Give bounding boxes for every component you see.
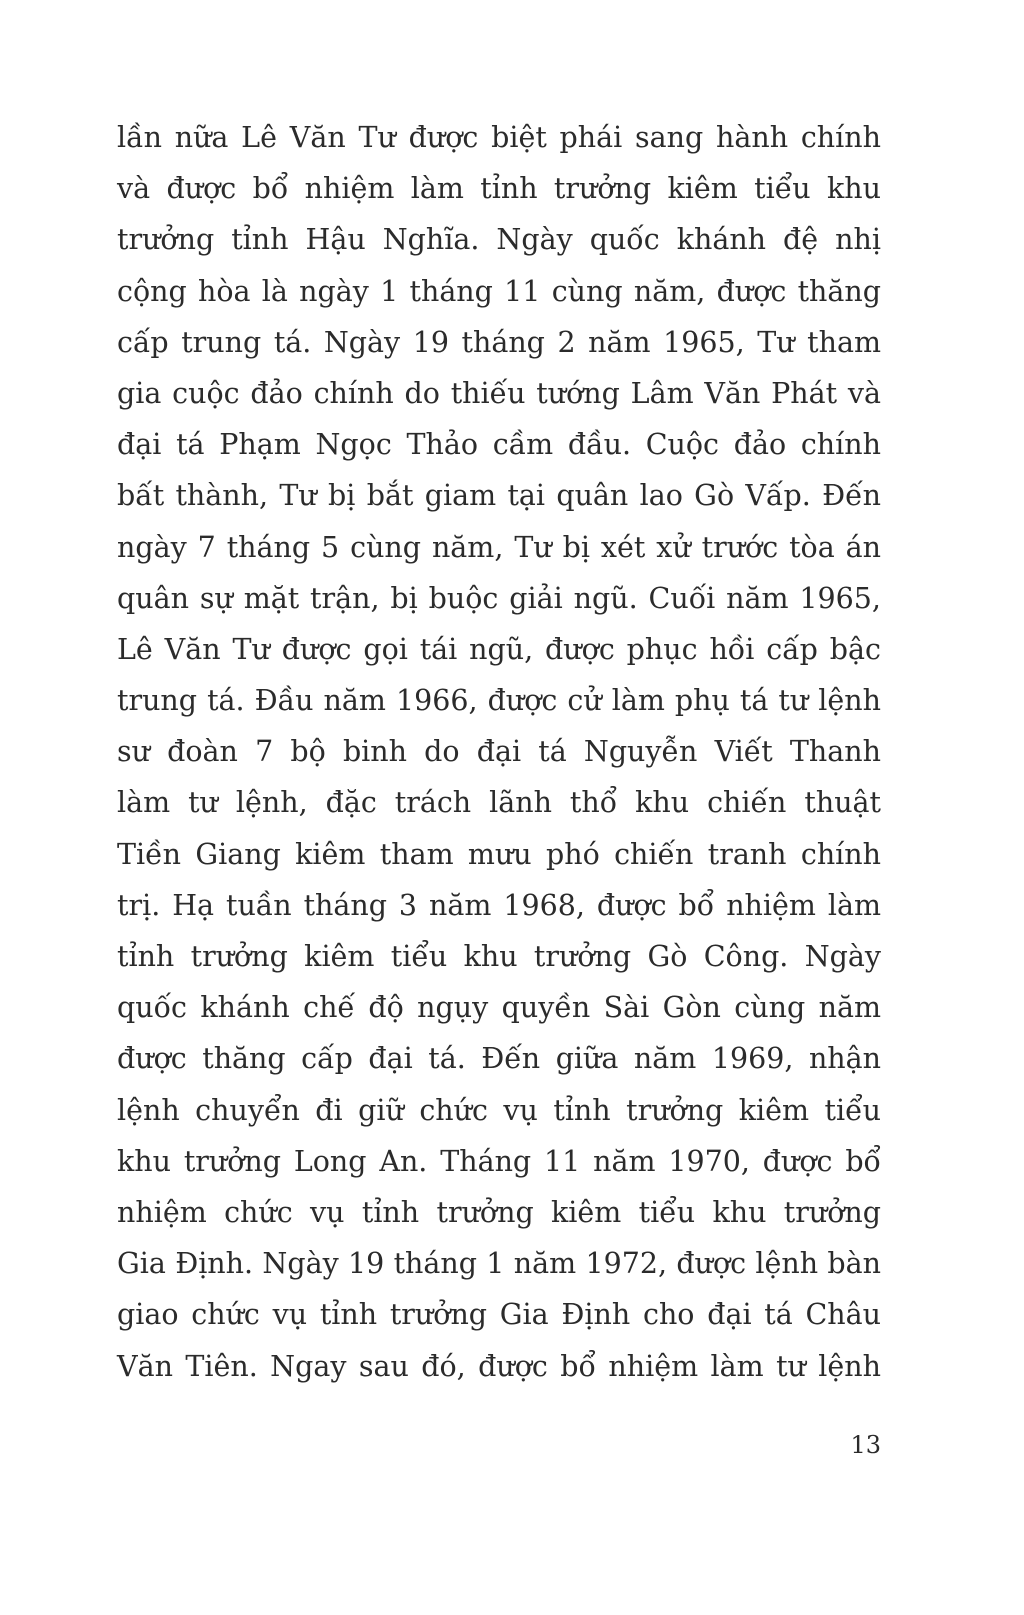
text-line: trưởng tỉnh Hậu Nghĩa. Ngày quốc khánh đệ nhị bbox=[117, 223, 881, 257]
text-line: bất thành, Tư bị bắt giam tại quân lao Gò Vấp. Đến bbox=[117, 479, 881, 513]
text-line: lệnh chuyển đi giữ chức vụ tỉnh trưởng kiêm tiểu bbox=[117, 1093, 881, 1127]
page-number: 13 bbox=[850, 1431, 881, 1459]
text-line: Văn Tiên. Ngay sau đó, được bổ nhiệm làm tư lệnh bbox=[117, 1349, 881, 1383]
text-line: cấp trung tá. Ngày 19 tháng 2 năm 1965, Tư tham bbox=[117, 325, 881, 359]
text-line: khu trưởng Long An. Tháng 11 năm 1970, được bổ bbox=[117, 1144, 881, 1178]
text-line: tỉnh trưởng kiêm tiểu khu trưởng Gò Công. Ngày bbox=[117, 940, 881, 973]
text-line: làm tư lệnh, đặc trách lãnh thổ khu chiến thuật bbox=[117, 786, 881, 820]
text-line: trị. Hạ tuần tháng 3 năm 1968, được bổ nhiệm làm bbox=[117, 888, 881, 922]
text-line: giao chức vụ tỉnh trưởng Gia Định cho đại tá Châu bbox=[117, 1298, 881, 1332]
text-line: được thăng cấp đại tá. Đến giữa năm 1969, nhận bbox=[117, 1042, 881, 1076]
text-line: gia cuộc đảo chính do thiếu tướng Lâm Văn Phát và bbox=[117, 376, 881, 410]
text-line: nhiệm chức vụ tỉnh trưởng kiêm tiểu khu trưởng bbox=[117, 1195, 881, 1229]
text-line: và được bổ nhiệm làm tỉnh trưởng kiêm tiểu khu bbox=[117, 172, 881, 206]
text-line: trung tá. Đầu năm 1966, được cử làm phụ tá tư lệnh bbox=[117, 684, 881, 718]
text-line: đại tá Phạm Ngọc Thảo cầm đầu. Cuộc đảo chính bbox=[117, 428, 881, 462]
text-line: quốc khánh chế độ ngụy quyền Sài Gòn cùng năm bbox=[117, 991, 881, 1025]
text-line: Gia Định. Ngày 19 tháng 1 năm 1972, được lệnh bàn bbox=[117, 1247, 881, 1281]
body-text bbox=[117, 112, 881, 1392]
text-line: cộng hòa là ngày 1 tháng 11 cùng năm, được thăng bbox=[117, 274, 881, 308]
text-line: Lê Văn Tư được gọi tái ngũ, được phục hồi cấp bậc bbox=[117, 632, 881, 666]
text-line: sư đoàn 7 bộ binh do đại tá Nguyễn Viết Thanh bbox=[117, 735, 881, 769]
text-line: ngày 7 tháng 5 cùng năm, Tư bị xét xử trước tòa án bbox=[117, 530, 881, 564]
text-line: quân sự mặt trận, bị buộc giải ngũ. Cuối năm 1965, bbox=[117, 581, 881, 615]
text-line: lần nữa Lê Văn Tư được biệt phái sang hành chính bbox=[117, 121, 881, 154]
text-line: Tiền Giang kiêm tham mưu phó chiến tranh chính bbox=[117, 837, 881, 871]
